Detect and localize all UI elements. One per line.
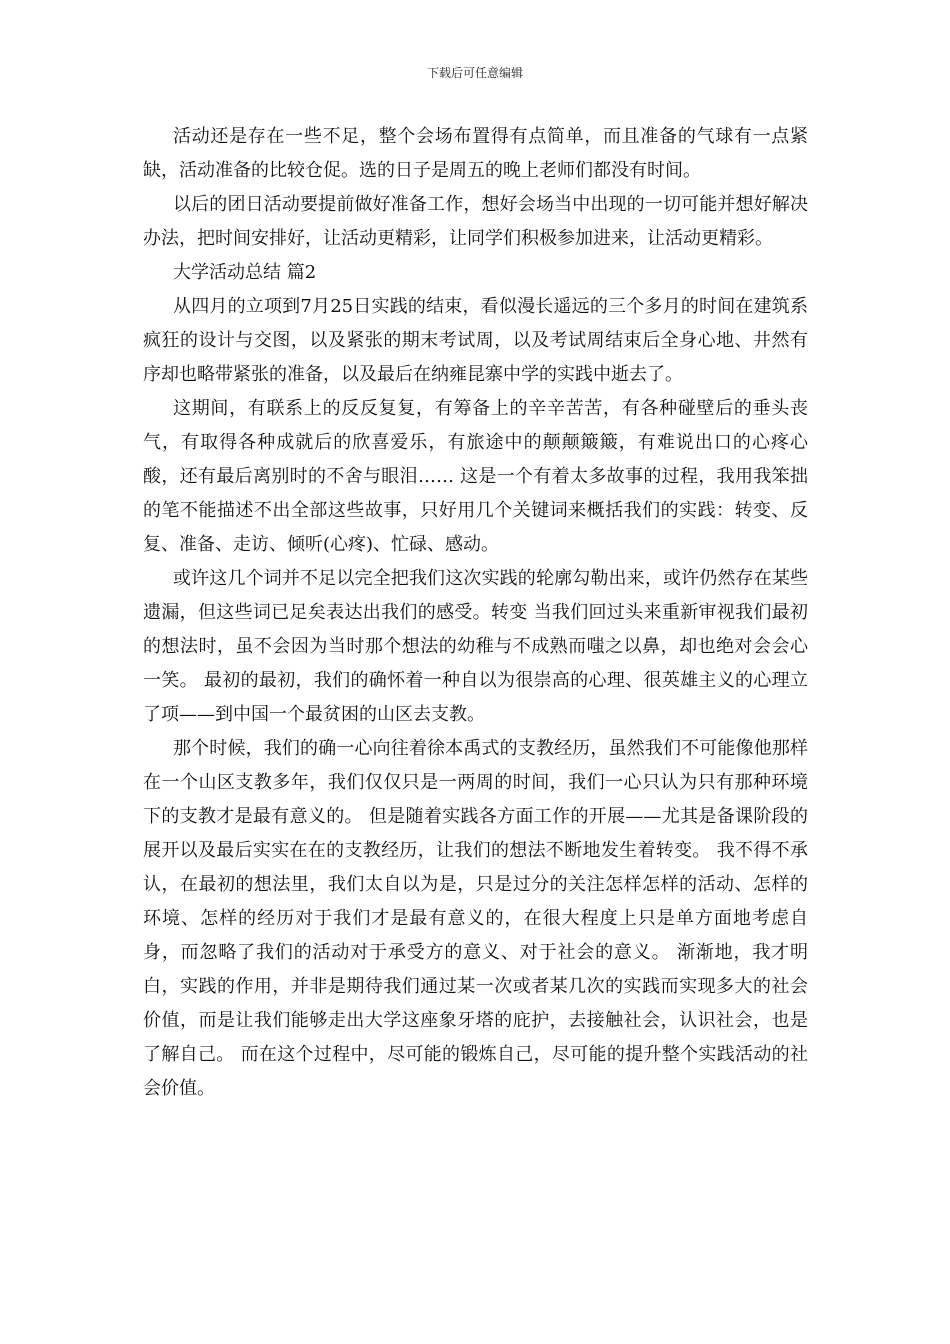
paragraph: 或许这几个词并不足以完全把我们这次实践的轮廓勾勒出来，或许仍然存在某些遗漏，但这些词已足矣表达出我们的感受。转变 当我们回过头来重新审视我们最初的想法时，虽不会因为当时那个想法的幼稚与不成熟而嗤之以鼻，却也绝对会会心一笑。 最初的最初，我们的确怀着一种自以为很崇高的心理、很英雄主义的心理立了项——到中国一个最贫困的山区去支教。 — [143, 568, 808, 725]
paragraph: 这期间，有联系上的反反复复，有筹备上的辛辛苦苦，有各种碰壁后的垂头丧气，有取得各种成就后的欣喜爱乐，有旅途中的颠颠簸簸，有难说出口的心疼心酸，还有最后离别时的不舍与眼泪…… 这是一个有着太多故事的过程，我用我笨拙的笔不能描述不出全部这些故事，只好用几个关键词来概括我们的实践：转变、反复、准备、走访、倾听(心疼)、忙碌、感动。 — [143, 398, 808, 555]
document-body — [143, 120, 808, 1106]
section-heading: 大学活动总结 篇2 — [173, 262, 317, 283]
page-header: 下载后可任意编辑 — [426, 66, 523, 80]
paragraph: 活动还是存在一些不足，整个会场布置得有点简单，而且准备的气球有一点紧缺，活动准备的比较仓促。选的日子是周五的晚上老师们都没有时间。 — [143, 126, 808, 181]
paragraph: 那个时候，我们的确一心向往着徐本禹式的支教经历，虽然我们不可能像他那样在一个山区支教多年，我们仅仅只是一两周的时间，我们一心只认为只有那种环境下的支教才是最有意义的。 但是随着实践各方面工作的开展——尤其是备课阶段的展开以及最后实实在在的支教经历，让我们的想法不断地发生着转变。 我不得不承认，在最初的想法里，我们太自以为是，只是过分的关注怎样怎样的活动、怎样的环境、怎样的经历对于我们才是最有意义的，在很大程度上只是单方面地考虑自身，而忽略了我们的活动对于承受方的意义、对于社会的意义。 渐渐地，我才明白，实践的作用，并非是期待我们通过某一次或者某几次的实践而实现多大的社会价值，而是让我们能够走出大学这座象牙塔的庇护，去接触社会，认识社会，也是了解自己。 而在这个过程中，尽可能的锻炼自己，尽可能的提升整个实践活动的社会价值。 — [143, 738, 808, 1099]
paragraph: 以后的团日活动要提前做好准备工作，想好会场当中出现的一切可能并想好解决办法，把时间安排好，让活动更精彩，让同学们积极参加进来，让活动更精彩。 — [143, 194, 808, 249]
paragraph: 从四月的立项到7月25日实践的结束，看似漫长遥远的三个多月的时间在建筑系疯狂的设计与交图，以及紧张的期末考试周，以及考试周结束后全身心地、井然有序却也略带紧张的准备，以及最后在纳雍昆寨中学的实践中逝去了。 — [143, 296, 808, 385]
